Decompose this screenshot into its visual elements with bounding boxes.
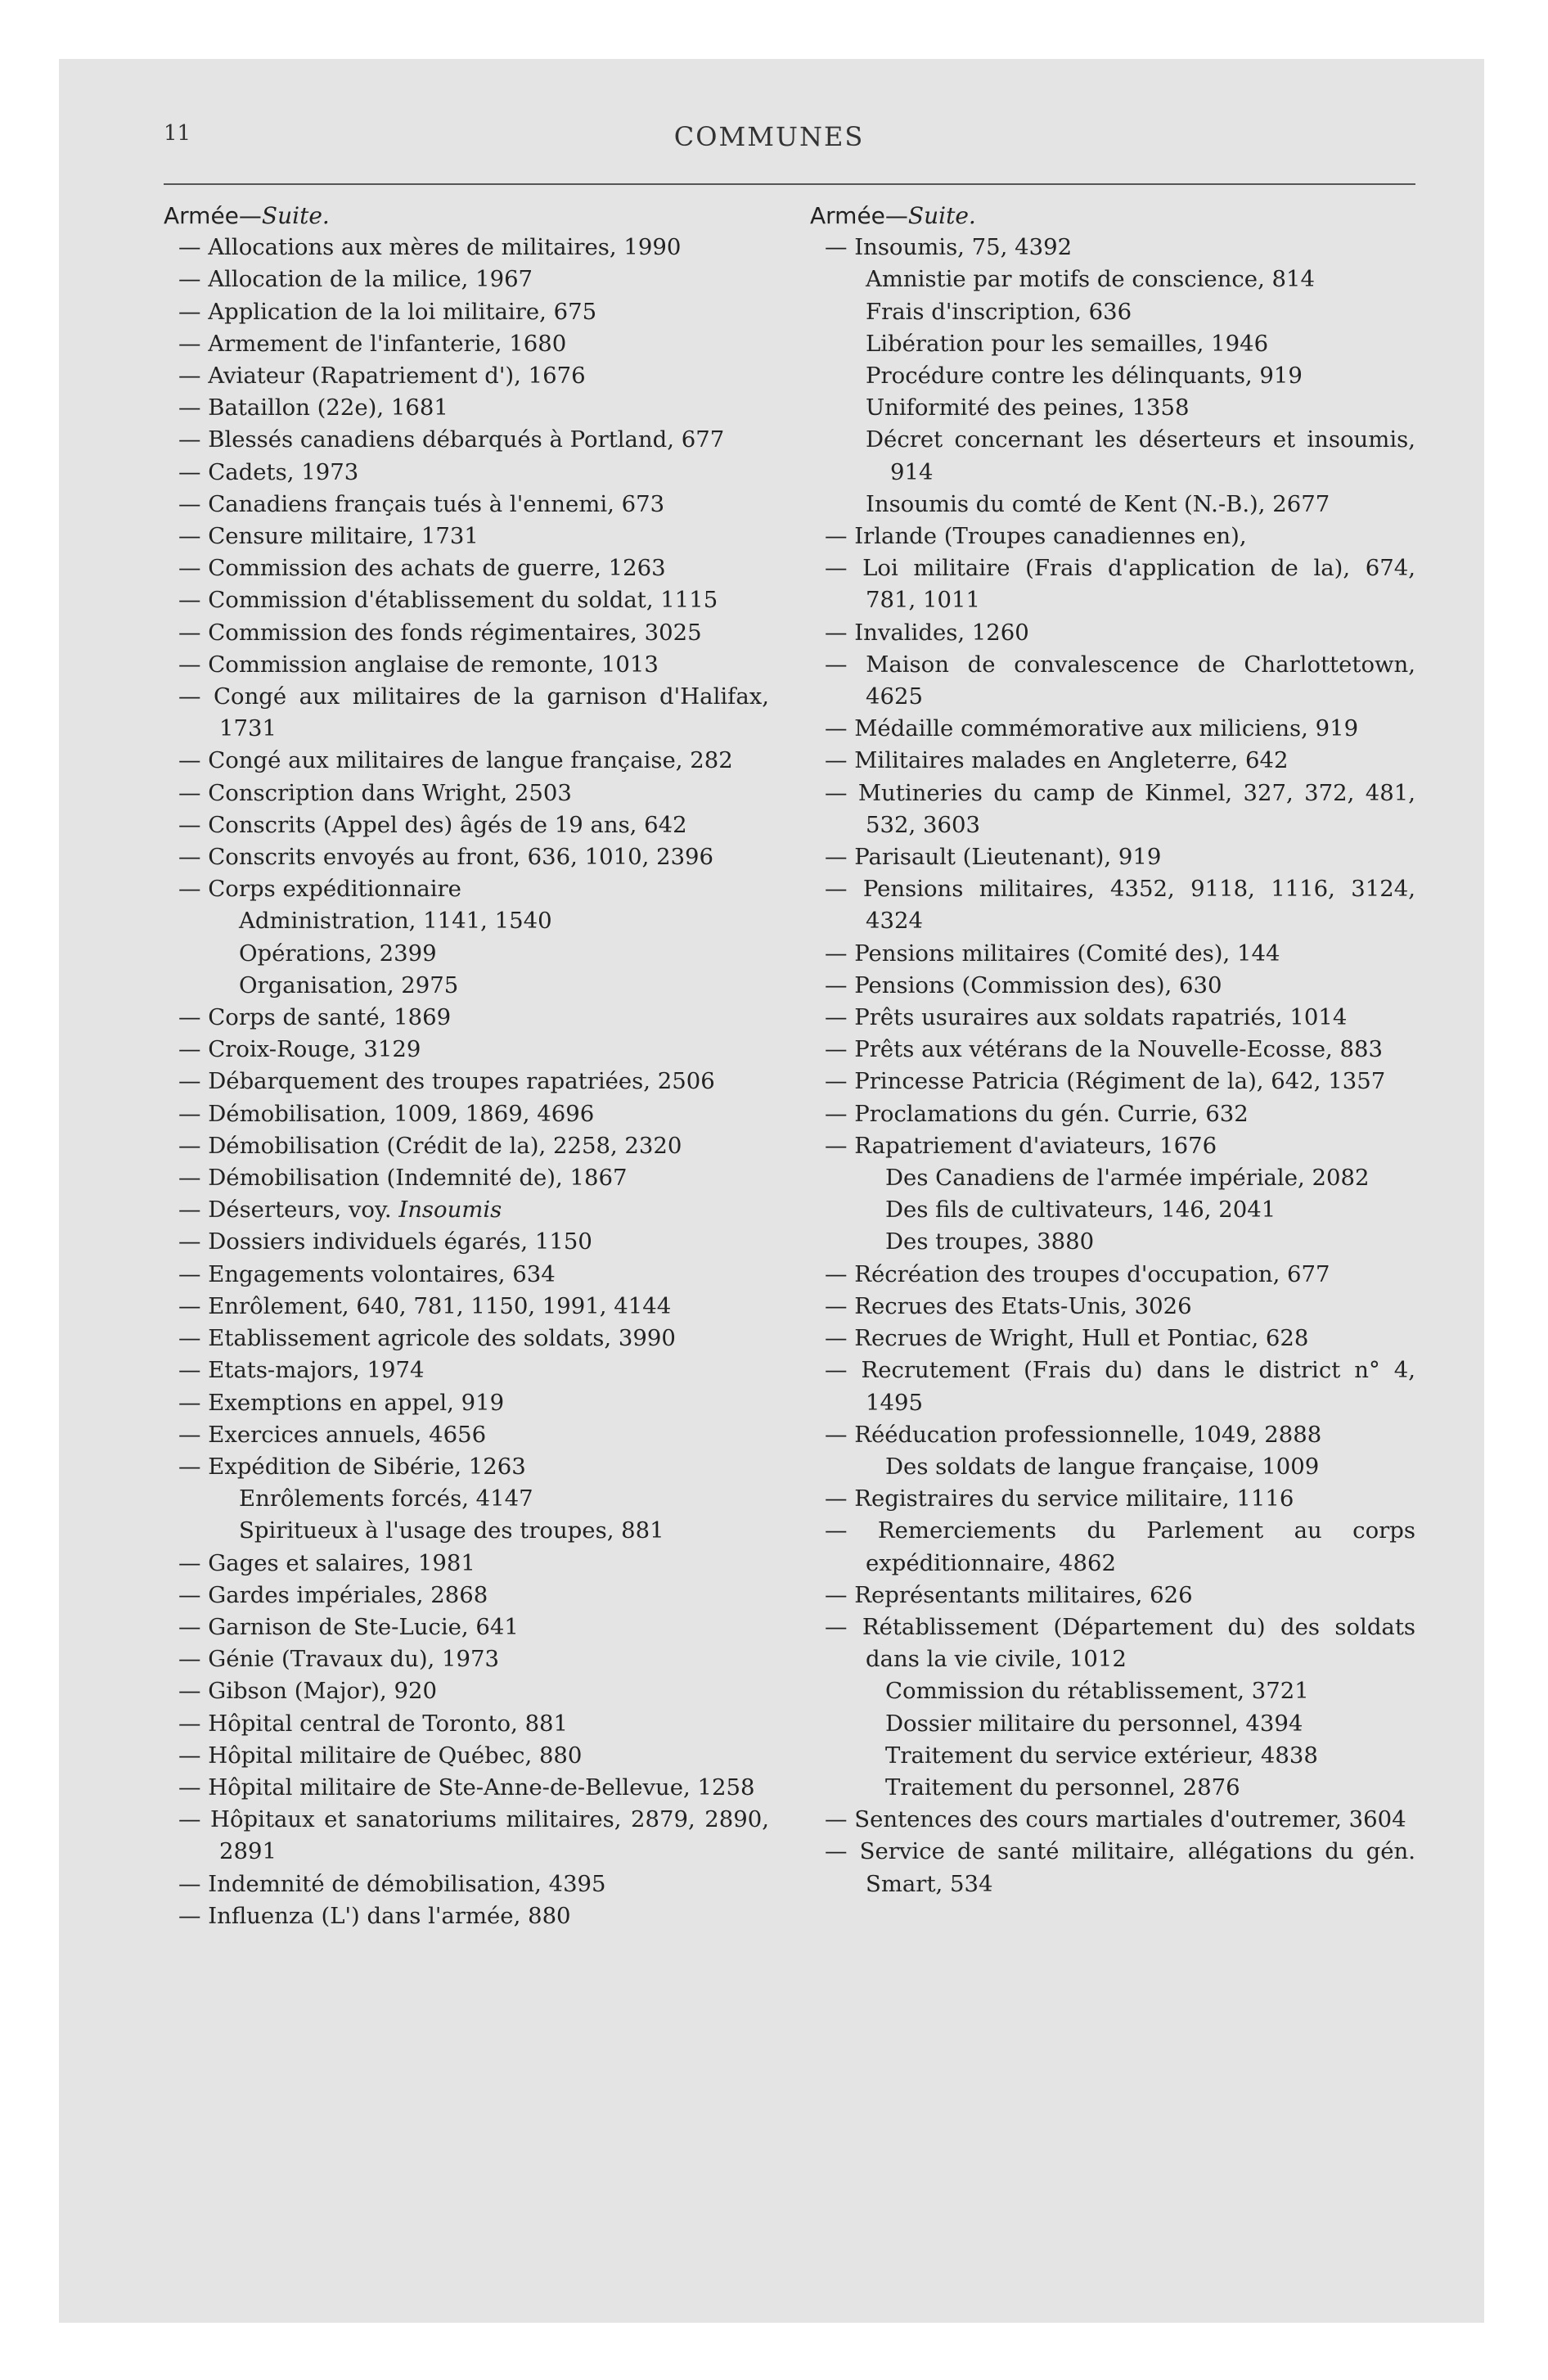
index-entry: — Remerciements du Parlement au corps expéditionnaire, 4862 [825,1517,1415,1576]
index-entry: — Indemnité de démobilisation, 4395 [178,1870,606,1897]
index-entry: — Allocations aux mères de militaires, 1990 [178,234,682,261]
index-entry: — Hôpital central de Toronto, 881 [178,1710,569,1737]
index-entry: — Mutineries du camp de Kinmel, 327, 372, 481, 532, 3603 [825,779,1415,838]
index-entry: — Aviateur (Rapatriement d'), 1676 [178,363,586,389]
index-entry: — Démobilisation, 1009, 1869, 4696 [178,1100,595,1127]
index-subentry: Des soldats de langue française, 1009 [885,1453,1320,1480]
index-entry: — Allocation de la milice, 1967 [178,266,533,293]
index-entry: — Hôpital militaire de Ste-Anne-de-Bellevue, 1258 [178,1774,755,1801]
index-entry: — Conscrits envoyés au front, 636, 1010, 2396 [178,844,714,871]
index-entry: — Canadiens français tués à l'ennemi, 673 [178,490,665,517]
index-entry: — Cadets, 1973 [178,458,359,485]
index-entry: — Influenza (L') dans l'armée, 880 [178,1902,571,1929]
index-subentry: Commission du rétablissement, 3721 [885,1678,1309,1705]
index-entry: — Engagements volontaires, 634 [178,1260,556,1287]
index-entry: — Loi militaire (Frais d'application de la), 674, 781, 1011 [825,555,1415,614]
index-subentry: Uniformité des peines, 1358 [866,394,1190,421]
cross-reference-link: Insoumis [398,1197,502,1224]
index-entry: — Démobilisation (Indemnité de), 1867 [178,1165,628,1192]
index-entry: — Blessés canadiens débarqués à Portland, 677 [178,426,725,453]
index-subentry: Opérations, 2399 [239,940,437,967]
index-subentry: Enrôlements forcés, 4147 [239,1485,533,1512]
index-entry: — Garnison de Ste-Lucie, 641 [178,1613,519,1640]
index-entry: — Démobilisation (Crédit de la), 2258, 2320 [178,1132,682,1159]
index-entry: — Exemptions en appel, 919 [178,1389,505,1416]
page-number: 11 [164,121,191,146]
index-entry: — Application de la loi militaire, 675 [178,298,597,325]
index-subentry: Frais d'inscription, 636 [866,298,1132,325]
index-subentry: Dossier militaire du personnel, 4394 [885,1710,1303,1737]
index-entry: — Commission anglaise de remonte, 1013 [178,651,659,678]
index-entry: — Parisault (Lieutenant), 919 [825,844,1162,871]
index-entry: — Insoumis, 75, 4392 [825,234,1073,261]
index-entry: — Rapatriement d'aviateurs, 1676 [825,1132,1217,1159]
index-entry: — Gages et salaires, 1981 [178,1549,475,1576]
index-entry: — Censure militaire, 1731 [178,523,479,550]
index-subentry: Spiritueux à l'usage des troupes, 881 [239,1517,664,1544]
index-entry: — Congé aux militaires de la garnison d'Halifax, 1731 [178,683,769,742]
index-entry: — Rééducation professionnelle, 1049, 2888 [825,1421,1322,1448]
index-entry: — Représentants militaires, 626 [825,1581,1193,1608]
index-entry: — Prêts aux vétérans de la Nouvelle-Ecosse, 883 [825,1036,1384,1063]
index-entry: — Enrôlement, 640, 781, 1150, 1991, 4144 [178,1292,672,1319]
index-subentry: Insoumis du comté de Kent (N.-B.), 2677 [866,490,1330,517]
index-entry: — Princesse Patricia (Régiment de la), 642, 1357 [825,1068,1386,1095]
index-subentry: Procédure contre les délinquants, 919 [866,363,1303,389]
index-entry: — Croix-Rouge, 3129 [178,1036,421,1063]
index-entry: — Pensions militaires (Comité des), 144 [825,940,1280,967]
index-subentry: Décret concernant les déserteurs et insoumis, 914 [866,426,1415,485]
index-entry: — Bataillon (22e), 1681 [178,394,448,421]
index-column-right [810,200,1415,1900]
column-heading: Armée—Suite. [164,202,330,229]
index-entry: — Hôpitaux et sanatoriums militaires, 2879, 2890, 2891 [178,1806,769,1865]
index-entry: — Médaille commémorative aux miliciens, 919 [825,715,1359,742]
index-entry: — Service de santé militaire, allégations du gén. Smart, 534 [825,1838,1415,1897]
index-entry: — Recrues de Wright, Hull et Pontiac, 628 [825,1325,1309,1352]
index-subentry: Libération pour les semailles, 1946 [866,330,1269,357]
index-subentry: Des troupes, 3880 [885,1228,1095,1255]
index-entry: — Irlande (Troupes canadiennes en), [825,523,1247,550]
index-entry: — Commission des fonds régimentaires, 3025 [178,619,702,646]
index-entry: — Expédition de Sibérie, 1263 [178,1453,526,1480]
index-entry: — Corps expéditionnaire [178,876,461,903]
index-entry: — Rétablissement (Département du) des soldats dans la vie civile, 1012 [825,1613,1415,1673]
index-entry: — Débarquement des troupes rapatriées, 2506 [178,1068,715,1095]
index-subentry: Traitement du personnel, 2876 [885,1774,1240,1801]
index-entry: — Dossiers individuels égarés, 1150 [178,1228,592,1255]
index-subentry: Amnistie par motifs de conscience, 814 [866,266,1316,293]
index-entry: — Etats-majors, 1974 [178,1357,425,1384]
index-entry: — Gardes impériales, 2868 [178,1581,488,1608]
index-entry: — Maison de convalescence de Charlottetown, 4625 [825,651,1415,710]
index-entry: — Registraires du service militaire, 1116 [825,1485,1294,1512]
index-entry: — Commission d'établissement du soldat, 1115 [178,587,718,614]
index-subentry: Organisation, 2975 [239,971,459,998]
index-entry: — Récréation des troupes d'occupation, 677 [825,1260,1330,1287]
index-entry: — Gibson (Major), 920 [178,1678,437,1705]
index-column-left [164,200,769,1932]
index-entry-cross-reference: — Déserteurs, voy. Insoumis [178,1197,502,1224]
index-subentry: Administration, 1141, 1540 [239,908,552,935]
column-heading: Armée—Suite. [810,202,976,229]
index-entry: — Pensions (Commission des), 630 [825,971,1222,998]
index-subentry: Traitement du service extérieur, 4838 [885,1742,1318,1769]
index-entry: — Recrues des Etats-Unis, 3026 [825,1292,1192,1319]
index-subentry: Des fils de cultivateurs, 146, 2041 [885,1197,1276,1224]
page-title: COMMUNES [673,121,865,152]
index-entry: — Sentences des cours martiales d'outremer, 3604 [825,1806,1406,1833]
index-entry: — Corps de santé, 1869 [178,1004,452,1031]
index-entry: — Hôpital militaire de Québec, 880 [178,1742,583,1769]
index-entry: — Conscrits (Appel des) âgés de 19 ans, 642 [178,811,687,838]
index-entry: — Congé aux militaires de langue française, 282 [178,747,733,774]
index-entry: — Militaires malades en Angleterre, 642 [825,747,1289,774]
index-entry: — Etablissement agricole des soldats, 3990 [178,1325,676,1352]
index-entry: — Armement de l'infanterie, 1680 [178,330,567,357]
index-entry: — Commission des achats de guerre, 1263 [178,555,666,582]
index-entry: — Exercices annuels, 4656 [178,1421,487,1448]
index-entry: — Proclamations du gén. Currie, 632 [825,1100,1249,1127]
index-entry: — Pensions militaires, 4352, 9118, 1116, 3124, 4324 [825,876,1415,935]
index-entry: — Prêts usuraires aux soldats rapatriés, 1014 [825,1004,1348,1031]
index-entry: — Conscription dans Wright, 2503 [178,779,572,806]
index-entry: — Recrutement (Frais du) dans le district n° 4, 1495 [825,1357,1415,1416]
page-header [164,121,1375,157]
index-entry: — Invalides, 1260 [825,619,1029,646]
index-entry: — Génie (Travaux du), 1973 [178,1646,500,1673]
index-subentry: Des Canadiens de l'armée impériale, 2082 [885,1165,1370,1192]
header-rule [164,183,1415,185]
